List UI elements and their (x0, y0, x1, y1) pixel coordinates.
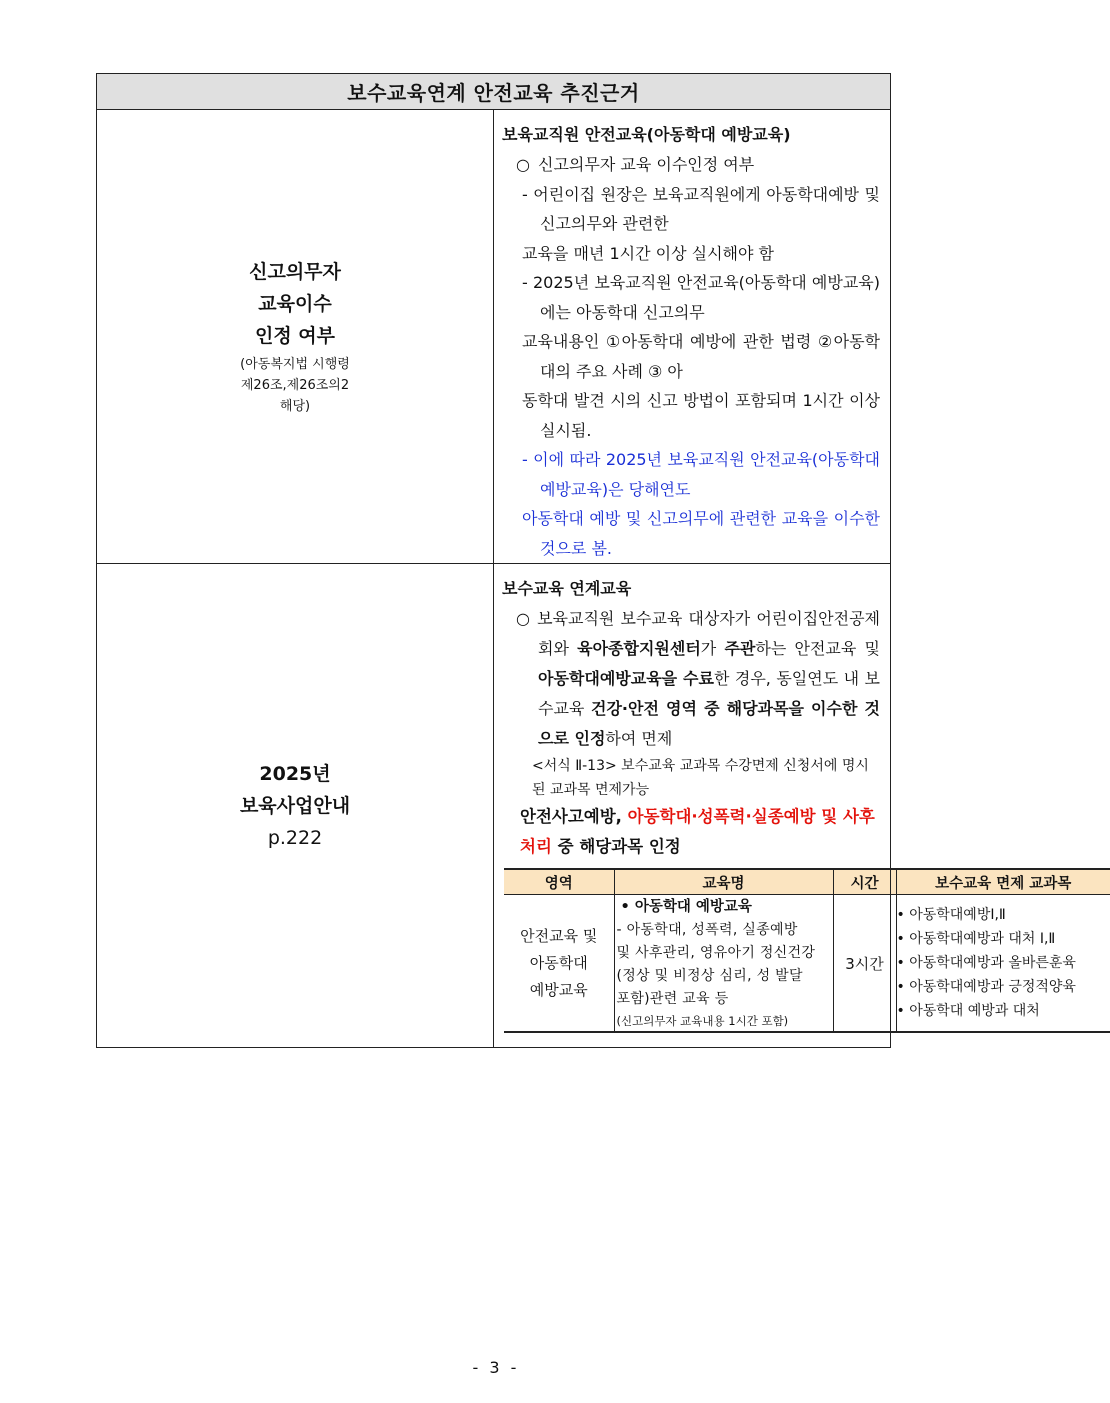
area-line-1: 안전교육 및 (520, 926, 598, 945)
row2-content-cell (494, 564, 1076, 1048)
para-text-1: ○ 보육교직원 보수교육 대상자가 어린이집안전공제회와 (516, 609, 880, 658)
row1-label-line-1: 신고의무자 (249, 261, 341, 283)
row1-circle-text: 신고의무자 교육 이수인정 여부 (538, 155, 755, 174)
row1-dash3-line-1: - 이에 따라 2025년 보육교직원 안전교육(아동학대예방교육)은 당해연도 (522, 450, 880, 499)
circle-bullet-icon: ○ (516, 155, 530, 174)
list-item: • 아동학대예방과 올바른훈육 (896, 955, 1076, 971)
row1-dash3-line-2: 아동학대 예방 및 신고의무에 관련한 교육을 이수한 것으로 봄. (522, 509, 880, 558)
row2-section-title: 보수교육 연계교육 (502, 579, 632, 598)
course-desc-line-2: 및 사후관리, 영유아기 정신건강 (616, 945, 816, 961)
row-reporter-education (97, 110, 891, 564)
list-item: • 아동학대예방과 긍정적양육 (896, 979, 1076, 995)
para-bold-recognition: 건강·안전 영역 중 해당과목을 이수한 것으로 인정 (538, 699, 880, 748)
course-cell (614, 895, 833, 1033)
row1-legal-note-line-1: (아동복지법 시행령 (240, 357, 350, 372)
course-note: (신고의무자 교육내용 1시간 포함) (616, 1014, 789, 1028)
row1-label-line-3: 인정 여부 (254, 325, 336, 347)
para-text-6: 하여 면제 (605, 729, 673, 748)
row2-label-line-2: 보육사업안내 (239, 794, 351, 817)
row1-label-cell (97, 110, 494, 564)
para-bold-center: 육아종합지원센터 (577, 639, 701, 658)
course-desc-line-3: (정상 및 비정상 심리, 성 발달 (616, 968, 803, 984)
para-bold-host: 주관 (724, 639, 756, 658)
row2-label-cell (97, 564, 494, 1048)
exemption-table (504, 868, 1110, 1033)
header-course: 교육명 (614, 869, 833, 895)
course-desc-line-1: - 아동학대, 성폭력, 실종예방 (616, 922, 798, 938)
row1-dash2-line-1: - 2025년 보육교직원 안전교육(아동학대 예방교육)에는 아동학대 신고의무 (522, 273, 880, 322)
row1-dash2-line-3: 동학대 발견 시의 신고 방법이 포함되며 1시간 이상 실시됨. (522, 391, 880, 440)
row1-legal-note (97, 354, 493, 417)
area-line-3: 예방교육 (529, 980, 588, 999)
row1-circle-item (502, 150, 880, 180)
list-item: • 아동학대예방Ⅰ,Ⅱ (896, 907, 1006, 923)
area-cell (504, 895, 614, 1033)
exemption-table-header (504, 869, 1110, 895)
row1-dash-item-2 (502, 268, 880, 445)
row-linked-education (97, 564, 891, 1048)
accent-text-1: 안전사고예방, (520, 807, 628, 826)
row2-page-ref: p.222 (267, 826, 323, 849)
header-time: 시간 (833, 869, 896, 895)
form-reference-line: <서식 Ⅱ-13> 보수교육 교과목 수강면제 신청서에 명시된 교과목 면제가능 (532, 758, 869, 798)
para-text-2: 가 (700, 639, 717, 658)
header-exempt-subjects: 보수교육 면제 교과목 (896, 869, 1110, 895)
time-cell: 3시간 (833, 895, 896, 1033)
page-number: - 3 - (472, 1358, 520, 1377)
row1-dash-item-1 (502, 180, 880, 269)
para-text-4: 한 경우, 동일연도 내 보 (713, 669, 880, 688)
row1-section-title: 보육교직원 안전교육(아동학대 예방교육) (502, 125, 791, 144)
course-desc-line-4: 포함)관련 교육 등 (616, 991, 729, 1007)
course-description (615, 919, 833, 1011)
row1-legal-note-line-2: 제26조,제26조의2 (240, 378, 350, 393)
list-item: • 아동학대예방과 대처 Ⅰ,Ⅱ (896, 931, 1056, 947)
header-area: 영역 (504, 869, 614, 895)
exempt-subjects-cell (896, 895, 1110, 1033)
row1-content-cell (494, 110, 891, 564)
para-text-5: 수교육 (538, 699, 592, 718)
row1-dash2-line-2: 교육내용인 ①아동학대 예방에 관한 법령 ②아동학대의 주요 사례 ③ 아 (522, 332, 880, 381)
row1-dash-item-3 (502, 445, 880, 563)
row1-legal-note-line-3: 해당) (279, 399, 311, 414)
para-text-3: 하는 안전교육 및 (755, 639, 880, 658)
row1-dash1-line-1: - 어린이집 원장은 보육교직원에게 아동학대예방 및 신고의무와 관련한 (522, 184, 880, 233)
area-line-2: 아동학대 (529, 953, 588, 972)
row2-label-line-1: 2025년 (259, 762, 331, 785)
recognized-subjects-line (502, 802, 880, 862)
row1-label-line-2: 교육이수 (258, 293, 332, 315)
row1-dash1-line-2: 교육을 매년 1시간 이상 실시해야 함 (522, 243, 774, 263)
safety-education-basis-table (96, 73, 1076, 1048)
course-head: • 아동학대 예방교육 (620, 899, 752, 915)
row2-paragraph (502, 604, 880, 754)
list-item: • 아동학대 예방과 대처 (896, 1003, 1040, 1019)
para-bold-completion: 아동학대예방교육을 수료 (538, 669, 714, 688)
table-row (504, 895, 1110, 1033)
accent-red-text: 아동학대·성폭력·실종예방 및 사후처리 (520, 807, 875, 856)
table-title: 보수교육연계 안전교육 추진근거 (97, 74, 891, 110)
accent-text-2: 중 해당과목 인정 (551, 837, 681, 856)
